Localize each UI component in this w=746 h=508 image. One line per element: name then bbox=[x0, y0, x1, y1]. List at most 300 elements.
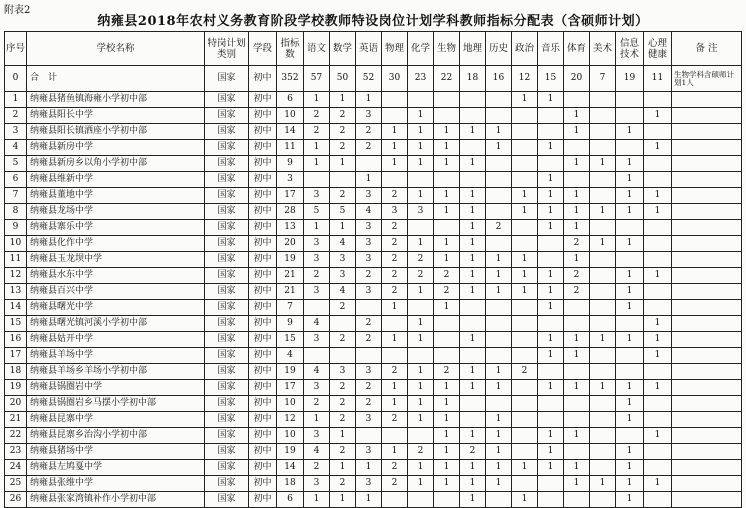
table-row bbox=[5, 380, 742, 396]
value-cell bbox=[434, 108, 460, 124]
column-header: 学校名称 bbox=[27, 32, 205, 66]
value-cell: 1 bbox=[460, 188, 486, 204]
column-header: 序号 bbox=[5, 32, 27, 66]
value-cell bbox=[616, 348, 644, 364]
value-cell bbox=[408, 492, 434, 508]
value-cell: 18 bbox=[460, 66, 486, 92]
value-cell bbox=[382, 316, 408, 332]
type-cell: 国家 bbox=[205, 220, 249, 236]
school-name-cell: 纳雍县阳长镇洒座小学初中部 bbox=[27, 124, 205, 140]
stage-cell: 初中 bbox=[249, 92, 277, 108]
value-cell bbox=[434, 220, 460, 236]
value-cell: 1 bbox=[616, 268, 644, 284]
value-cell bbox=[408, 92, 434, 108]
table-row bbox=[5, 348, 742, 364]
value-cell bbox=[616, 252, 644, 268]
value-cell: 1 bbox=[538, 348, 564, 364]
value-cell bbox=[644, 156, 672, 172]
value-cell bbox=[590, 92, 616, 108]
value-cell bbox=[486, 492, 512, 508]
value-cell bbox=[382, 108, 408, 124]
value-cell: 9 bbox=[277, 156, 304, 172]
value-cell bbox=[460, 172, 486, 188]
value-cell bbox=[616, 108, 644, 124]
value-cell: 50 bbox=[330, 66, 356, 92]
value-cell: 1 bbox=[460, 284, 486, 300]
value-cell bbox=[590, 428, 616, 444]
column-header: 化学 bbox=[408, 32, 434, 66]
value-cell bbox=[512, 396, 538, 412]
school-name-cell: 纳雍县曙光中学 bbox=[27, 300, 205, 316]
value-cell: 3 bbox=[356, 412, 382, 428]
value-cell: 2 bbox=[330, 396, 356, 412]
seq-cell: 2 bbox=[5, 108, 27, 124]
value-cell: 1 bbox=[460, 220, 486, 236]
value-cell: 1 bbox=[616, 172, 644, 188]
value-cell bbox=[356, 156, 382, 172]
value-cell: 1 bbox=[512, 284, 538, 300]
value-cell: 1 bbox=[382, 300, 408, 316]
value-cell bbox=[512, 348, 538, 364]
type-cell: 国家 bbox=[205, 300, 249, 316]
value-cell bbox=[590, 108, 616, 124]
value-cell bbox=[460, 140, 486, 156]
value-cell: 1 bbox=[408, 332, 434, 348]
value-cell: 1 bbox=[434, 380, 460, 396]
type-cell: 国家 bbox=[205, 124, 249, 140]
value-cell: 4 bbox=[330, 284, 356, 300]
seq-cell: 25 bbox=[5, 476, 27, 492]
stage-cell: 初中 bbox=[249, 172, 277, 188]
value-cell bbox=[538, 492, 564, 508]
value-cell: 2 bbox=[382, 220, 408, 236]
value-cell: 2 bbox=[434, 364, 460, 380]
value-cell: 1 bbox=[616, 396, 644, 412]
value-cell: 3 bbox=[356, 364, 382, 380]
value-cell bbox=[644, 172, 672, 188]
value-cell bbox=[408, 220, 434, 236]
column-header: 美术 bbox=[590, 32, 616, 66]
value-cell bbox=[538, 364, 564, 380]
note-cell bbox=[672, 412, 742, 428]
value-cell bbox=[538, 156, 564, 172]
value-cell: 1 bbox=[590, 236, 616, 252]
type-cell: 国家 bbox=[205, 492, 249, 508]
value-cell bbox=[564, 172, 590, 188]
value-cell: 2 bbox=[356, 396, 382, 412]
value-cell bbox=[434, 492, 460, 508]
value-cell: 1 bbox=[356, 492, 382, 508]
value-cell bbox=[460, 108, 486, 124]
value-cell: 1 bbox=[460, 460, 486, 476]
value-cell: 2 bbox=[330, 300, 356, 316]
value-cell: 12 bbox=[512, 66, 538, 92]
school-name-cell: 纳雍县董地中学 bbox=[27, 188, 205, 204]
value-cell: 3 bbox=[356, 108, 382, 124]
value-cell: 11 bbox=[277, 140, 304, 156]
value-cell bbox=[382, 172, 408, 188]
value-cell bbox=[356, 428, 382, 444]
table-row bbox=[5, 428, 742, 444]
school-name-cell: 纳雍县玉龙坝中学 bbox=[27, 252, 205, 268]
value-cell: 7 bbox=[277, 300, 304, 316]
value-cell: 1 bbox=[460, 476, 486, 492]
note-cell bbox=[672, 460, 742, 476]
value-cell bbox=[644, 492, 672, 508]
value-cell: 1 bbox=[616, 332, 644, 348]
value-cell bbox=[512, 220, 538, 236]
value-cell: 2 bbox=[486, 220, 512, 236]
stage-cell: 初中 bbox=[249, 124, 277, 140]
note-cell bbox=[672, 348, 742, 364]
value-cell bbox=[616, 140, 644, 156]
value-cell: 1 bbox=[538, 284, 564, 300]
value-cell: 1 bbox=[330, 156, 356, 172]
value-cell: 1 bbox=[434, 252, 460, 268]
school-name-cell: 纳雍县新房乡以角小学初中部 bbox=[27, 156, 205, 172]
school-name-cell: 纳雍县锅圈岩中学 bbox=[27, 380, 205, 396]
value-cell: 3 bbox=[304, 332, 330, 348]
value-cell: 18 bbox=[277, 476, 304, 492]
value-cell: 2 bbox=[330, 140, 356, 156]
value-cell: 2 bbox=[304, 460, 330, 476]
value-cell bbox=[460, 92, 486, 108]
value-cell bbox=[564, 364, 590, 380]
total-row bbox=[5, 66, 742, 92]
note-cell bbox=[672, 156, 742, 172]
value-cell bbox=[486, 236, 512, 252]
stage-cell: 初中 bbox=[249, 268, 277, 284]
value-cell bbox=[590, 188, 616, 204]
value-cell: 1 bbox=[434, 444, 460, 460]
stage-cell: 初中 bbox=[249, 252, 277, 268]
value-cell: 1 bbox=[564, 124, 590, 140]
value-cell: 2 bbox=[356, 268, 382, 284]
value-cell: 1 bbox=[460, 204, 486, 220]
value-cell: 1 bbox=[330, 428, 356, 444]
value-cell: 1 bbox=[434, 188, 460, 204]
value-cell: 1 bbox=[304, 492, 330, 508]
value-cell: 28 bbox=[277, 204, 304, 220]
column-header: 指标数 bbox=[277, 32, 304, 66]
note-cell bbox=[672, 300, 742, 316]
value-cell: 2 bbox=[330, 332, 356, 348]
school-name-cell: 纳雍县维新中学 bbox=[27, 172, 205, 188]
value-cell bbox=[486, 188, 512, 204]
note-cell bbox=[672, 124, 742, 140]
value-cell: 2 bbox=[330, 444, 356, 460]
table-row bbox=[5, 108, 742, 124]
value-cell: 2 bbox=[382, 284, 408, 300]
column-header: 学段 bbox=[249, 32, 277, 66]
value-cell: 1 bbox=[382, 156, 408, 172]
value-cell: 2 bbox=[382, 252, 408, 268]
stage-cell: 初中 bbox=[249, 204, 277, 220]
value-cell: 1 bbox=[486, 124, 512, 140]
value-cell: 1 bbox=[590, 476, 616, 492]
value-cell: 1 bbox=[644, 348, 672, 364]
table-row bbox=[5, 476, 742, 492]
value-cell bbox=[512, 412, 538, 428]
table-row bbox=[5, 316, 742, 332]
type-cell: 国家 bbox=[205, 412, 249, 428]
seq-cell: 12 bbox=[5, 268, 27, 284]
type-cell: 国家 bbox=[205, 188, 249, 204]
type-cell: 国家 bbox=[205, 92, 249, 108]
table-row bbox=[5, 92, 742, 108]
value-cell: 3 bbox=[356, 220, 382, 236]
value-cell bbox=[486, 204, 512, 220]
note-cell bbox=[672, 444, 742, 460]
note-cell bbox=[672, 476, 742, 492]
school-name-cell: 纳雍县水东中学 bbox=[27, 268, 205, 284]
value-cell bbox=[460, 396, 486, 412]
value-cell: 2 bbox=[356, 316, 382, 332]
column-header: 英语 bbox=[356, 32, 382, 66]
value-cell: 1 bbox=[564, 204, 590, 220]
seq-cell: 0 bbox=[5, 66, 27, 92]
table-row bbox=[5, 252, 742, 268]
seq-cell: 19 bbox=[5, 380, 27, 396]
value-cell bbox=[304, 172, 330, 188]
value-cell: 1 bbox=[512, 492, 538, 508]
value-cell: 4 bbox=[356, 204, 382, 220]
value-cell: 3 bbox=[408, 204, 434, 220]
column-header: 音乐 bbox=[538, 32, 564, 66]
value-cell bbox=[644, 300, 672, 316]
value-cell: 1 bbox=[538, 380, 564, 396]
value-cell: 2 bbox=[382, 236, 408, 252]
value-cell: 21 bbox=[277, 284, 304, 300]
value-cell: 1 bbox=[644, 108, 672, 124]
value-cell bbox=[460, 300, 486, 316]
value-cell: 1 bbox=[590, 204, 616, 220]
value-cell bbox=[590, 252, 616, 268]
value-cell: 1 bbox=[564, 348, 590, 364]
table-row bbox=[5, 412, 742, 428]
value-cell bbox=[616, 428, 644, 444]
value-cell: 1 bbox=[356, 460, 382, 476]
value-cell: 14 bbox=[277, 124, 304, 140]
value-cell bbox=[460, 348, 486, 364]
value-cell: 2 bbox=[304, 396, 330, 412]
stage-cell: 初中 bbox=[249, 460, 277, 476]
school-name-cell: 纳雍县左鸠戛中学 bbox=[27, 460, 205, 476]
value-cell bbox=[382, 348, 408, 364]
note-cell bbox=[672, 268, 742, 284]
value-cell bbox=[486, 108, 512, 124]
value-cell bbox=[590, 348, 616, 364]
value-cell: 1 bbox=[434, 156, 460, 172]
value-cell: 1 bbox=[538, 204, 564, 220]
value-cell bbox=[538, 316, 564, 332]
stage-cell: 初中 bbox=[249, 156, 277, 172]
value-cell: 2 bbox=[382, 460, 408, 476]
value-cell: 1 bbox=[486, 412, 512, 428]
value-cell: 2 bbox=[356, 380, 382, 396]
stage-cell: 初中 bbox=[249, 380, 277, 396]
value-cell bbox=[644, 444, 672, 460]
note-cell bbox=[672, 252, 742, 268]
school-name-cell: 纳雍县猪鱼镇海雍小学初中部 bbox=[27, 92, 205, 108]
type-cell: 国家 bbox=[205, 476, 249, 492]
note-cell bbox=[672, 220, 742, 236]
value-cell: 1 bbox=[408, 236, 434, 252]
value-cell: 1 bbox=[408, 364, 434, 380]
value-cell: 1 bbox=[616, 156, 644, 172]
value-cell bbox=[564, 92, 590, 108]
stage-cell: 初中 bbox=[249, 284, 277, 300]
value-cell bbox=[590, 268, 616, 284]
value-cell: 1 bbox=[616, 444, 644, 460]
type-cell: 国家 bbox=[205, 140, 249, 156]
value-cell bbox=[644, 284, 672, 300]
value-cell bbox=[538, 476, 564, 492]
value-cell: 1 bbox=[486, 460, 512, 476]
value-cell: 1 bbox=[434, 396, 460, 412]
value-cell: 1 bbox=[512, 252, 538, 268]
column-header: 生物 bbox=[434, 32, 460, 66]
seq-cell: 23 bbox=[5, 444, 27, 460]
value-cell: 30 bbox=[382, 66, 408, 92]
value-cell: 1 bbox=[538, 428, 564, 444]
value-cell: 352 bbox=[277, 66, 304, 92]
type-cell: 国家 bbox=[205, 204, 249, 220]
value-cell: 1 bbox=[538, 444, 564, 460]
value-cell: 9 bbox=[277, 316, 304, 332]
value-cell bbox=[382, 92, 408, 108]
value-cell: 1 bbox=[644, 188, 672, 204]
value-cell: 1 bbox=[408, 124, 434, 140]
value-cell: 4 bbox=[304, 316, 330, 332]
value-cell bbox=[616, 92, 644, 108]
value-cell: 1 bbox=[434, 412, 460, 428]
value-cell bbox=[486, 316, 512, 332]
value-cell: 1 bbox=[538, 140, 564, 156]
stage-cell: 初中 bbox=[249, 476, 277, 492]
value-cell: 2 bbox=[408, 252, 434, 268]
school-name-cell: 纳雍县新房中学 bbox=[27, 140, 205, 156]
school-name-cell: 纳雍县寨乐中学 bbox=[27, 220, 205, 236]
school-name-cell: 纳雍县张维中学 bbox=[27, 476, 205, 492]
note-cell bbox=[672, 108, 742, 124]
value-cell: 1 bbox=[644, 316, 672, 332]
value-cell: 2 bbox=[304, 124, 330, 140]
value-cell: 2 bbox=[564, 268, 590, 284]
value-cell: 2 bbox=[408, 268, 434, 284]
stage-cell: 初中 bbox=[249, 492, 277, 508]
value-cell: 1 bbox=[382, 396, 408, 412]
value-cell bbox=[538, 108, 564, 124]
value-cell bbox=[616, 364, 644, 380]
table-row bbox=[5, 220, 742, 236]
seq-cell: 16 bbox=[5, 332, 27, 348]
value-cell bbox=[564, 412, 590, 428]
value-cell bbox=[512, 380, 538, 396]
value-cell bbox=[486, 332, 512, 348]
value-cell bbox=[590, 460, 616, 476]
value-cell: 23 bbox=[408, 66, 434, 92]
column-header: 体育 bbox=[564, 32, 590, 66]
value-cell: 1 bbox=[434, 204, 460, 220]
value-cell bbox=[590, 140, 616, 156]
value-cell: 1 bbox=[486, 140, 512, 156]
value-cell: 1 bbox=[616, 412, 644, 428]
value-cell bbox=[512, 444, 538, 460]
value-cell: 1 bbox=[564, 188, 590, 204]
type-cell: 国家 bbox=[205, 156, 249, 172]
value-cell: 5 bbox=[330, 204, 356, 220]
stage-cell: 初中 bbox=[249, 140, 277, 156]
column-header: 物理 bbox=[382, 32, 408, 66]
value-cell bbox=[644, 412, 672, 428]
value-cell: 1 bbox=[512, 460, 538, 476]
seq-cell: 7 bbox=[5, 188, 27, 204]
value-cell bbox=[512, 156, 538, 172]
value-cell bbox=[512, 140, 538, 156]
value-cell: 3 bbox=[304, 476, 330, 492]
value-cell: 1 bbox=[460, 364, 486, 380]
value-cell: 1 bbox=[460, 380, 486, 396]
note-cell bbox=[672, 204, 742, 220]
value-cell: 2 bbox=[330, 108, 356, 124]
value-cell: 3 bbox=[356, 236, 382, 252]
value-cell: 1 bbox=[434, 428, 460, 444]
value-cell: 2 bbox=[356, 140, 382, 156]
column-header: 心理健康 bbox=[644, 32, 672, 66]
value-cell: 57 bbox=[304, 66, 330, 92]
school-name-cell: 合 计 bbox=[27, 66, 205, 92]
value-cell: 5 bbox=[304, 204, 330, 220]
value-cell bbox=[512, 428, 538, 444]
value-cell: 1 bbox=[486, 268, 512, 284]
seq-cell: 20 bbox=[5, 396, 27, 412]
value-cell: 1 bbox=[644, 380, 672, 396]
school-name-cell: 纳雍县化作中学 bbox=[27, 236, 205, 252]
value-cell bbox=[616, 220, 644, 236]
type-cell: 国家 bbox=[205, 444, 249, 460]
table-row bbox=[5, 444, 742, 460]
table-row bbox=[5, 236, 742, 252]
value-cell: 2 bbox=[564, 284, 590, 300]
value-cell: 1 bbox=[538, 172, 564, 188]
type-cell: 国家 bbox=[205, 396, 249, 412]
value-cell bbox=[564, 492, 590, 508]
value-cell: 1 bbox=[564, 108, 590, 124]
school-name-cell: 纳雍县羊场乡羊场小学初中部 bbox=[27, 364, 205, 380]
column-header: 特岗计划类别 bbox=[205, 32, 249, 66]
value-cell: 1 bbox=[408, 380, 434, 396]
school-name-cell: 纳雍县昆寨乡治沟小学初中部 bbox=[27, 428, 205, 444]
column-header: 地理 bbox=[460, 32, 486, 66]
value-cell: 2 bbox=[356, 124, 382, 140]
value-cell bbox=[564, 316, 590, 332]
value-cell: 1 bbox=[486, 252, 512, 268]
value-cell: 1 bbox=[564, 476, 590, 492]
value-cell: 1 bbox=[538, 220, 564, 236]
value-cell: 1 bbox=[616, 300, 644, 316]
value-cell bbox=[564, 140, 590, 156]
type-cell: 国家 bbox=[205, 172, 249, 188]
school-name-cell: 纳雍县曙光镇河溪小学初中部 bbox=[27, 316, 205, 332]
stage-cell: 初中 bbox=[249, 348, 277, 364]
seq-cell: 4 bbox=[5, 140, 27, 156]
value-cell: 4 bbox=[330, 236, 356, 252]
type-cell: 国家 bbox=[205, 380, 249, 396]
value-cell bbox=[304, 300, 330, 316]
value-cell bbox=[644, 396, 672, 412]
value-cell: 1 bbox=[486, 284, 512, 300]
